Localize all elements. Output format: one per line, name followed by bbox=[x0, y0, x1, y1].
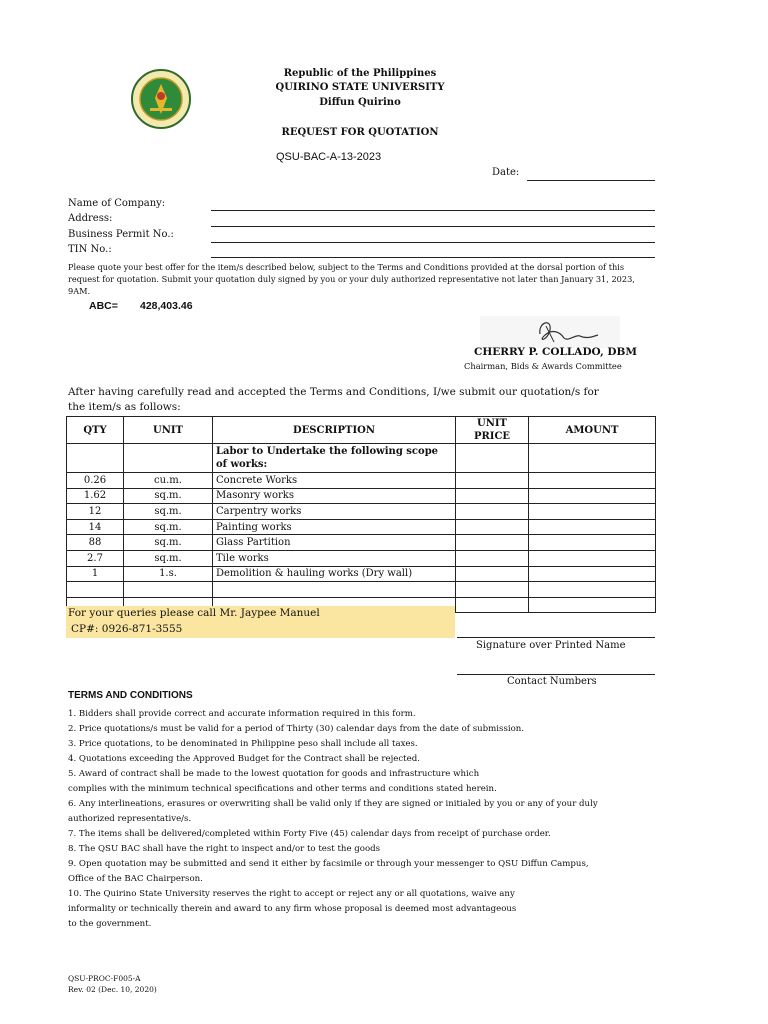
signature-label: Signature over Printed Name bbox=[476, 640, 626, 651]
terms-line: 7. The items shall be delivered/completed within Forty Five (45) calendar days from receipt of purchase order. bbox=[68, 829, 551, 839]
cell-description: Glass Partition bbox=[213, 535, 456, 551]
cell-qty[interactable] bbox=[67, 582, 124, 598]
scope-of-works: Labor to Undertake the following scope of works: bbox=[213, 444, 456, 473]
tin-label: TIN No.: bbox=[68, 244, 112, 255]
cell-amount[interactable] bbox=[529, 444, 656, 473]
date-field[interactable] bbox=[527, 180, 655, 181]
address-field[interactable] bbox=[211, 226, 655, 227]
company-field[interactable] bbox=[211, 210, 655, 211]
terms-line: 5. Award of contract shall be made to the lowest quotation for goods and infrastructure which bbox=[68, 769, 480, 779]
form-revision: Rev. 02 (Dec. 10, 2020) bbox=[68, 985, 157, 994]
terms-line: 1. Bidders shall provide correct and accurate information required in this form. bbox=[68, 709, 416, 719]
terms-line: 9. Open quotation may be submitted and send it either by facsimile or through your messenger to QSU Diffun Campus, bbox=[68, 859, 589, 869]
cell-unit-price[interactable] bbox=[456, 473, 529, 489]
col-header-description: DESCRIPTION bbox=[213, 417, 456, 444]
cell-unit-price[interactable] bbox=[456, 488, 529, 504]
date-label: Date: bbox=[492, 167, 520, 178]
cell-unit[interactable] bbox=[124, 582, 213, 598]
cell-amount[interactable] bbox=[529, 550, 656, 566]
cell-qty: 14 bbox=[67, 519, 124, 535]
signatory-name: CHERRY P. COLLADO, DBM bbox=[474, 346, 637, 358]
cell-amount[interactable] bbox=[529, 582, 656, 598]
unit-price-line-2: PRICE bbox=[473, 431, 511, 442]
cell-description: Demolition & hauling works (Dry wall) bbox=[213, 566, 456, 582]
terms-line: 4. Quotations exceeding the Approved Budget for the Contract shall be rejected. bbox=[68, 754, 420, 764]
cell-unit: 1.s. bbox=[124, 566, 213, 582]
form-code: QSU-PROC-F005-A bbox=[68, 974, 141, 983]
table-row bbox=[67, 488, 656, 504]
quotation-table bbox=[66, 416, 656, 613]
permit-label: Business Permit No.: bbox=[68, 229, 174, 240]
cell-unit: sq.m. bbox=[124, 535, 213, 551]
cell-qty: 12 bbox=[67, 504, 124, 520]
cell-unit-price[interactable] bbox=[456, 582, 529, 598]
cell-qty[interactable] bbox=[67, 444, 124, 473]
cell-qty: 1 bbox=[67, 566, 124, 582]
cell-unit: sq.m. bbox=[124, 488, 213, 504]
signature-line[interactable] bbox=[457, 637, 655, 638]
table-row bbox=[67, 535, 656, 551]
cell-unit-price[interactable] bbox=[456, 519, 529, 535]
contact-line[interactable] bbox=[457, 674, 655, 675]
cell-unit: sq.m. bbox=[124, 504, 213, 520]
col-header-unit-price bbox=[456, 417, 529, 444]
table-row bbox=[67, 519, 656, 535]
cell-unit[interactable] bbox=[124, 444, 213, 473]
cell-amount[interactable] bbox=[529, 566, 656, 582]
instructions-paragraph: Please quote your best offer for the item/s described below, subject to the Terms and Conditions provided at the dorsal portion of this request for quotation. Submit your quotation duly signed by you or your duly authorized representative not later than January 31, 2023, 9AM. bbox=[68, 262, 635, 296]
cell-description: Masonry works bbox=[213, 488, 456, 504]
terms-line: 8. The QSU BAC shall have the right to inspect and/or to test the goods bbox=[68, 844, 381, 854]
address-label: Address: bbox=[68, 213, 113, 224]
signatory-title: Chairman, Bids & Awards Committee bbox=[464, 361, 622, 371]
cell-description: Painting works bbox=[213, 519, 456, 535]
terms-line: to the government. bbox=[68, 919, 152, 929]
company-label: Name of Company: bbox=[68, 198, 166, 209]
cell-qty: 1.62 bbox=[67, 488, 124, 504]
university-seal-logo bbox=[130, 68, 192, 130]
permit-field[interactable] bbox=[211, 242, 655, 243]
table-row-blank bbox=[67, 582, 656, 598]
location-heading: Diffun Quirino bbox=[319, 97, 401, 108]
cell-description: Carpentry works bbox=[213, 504, 456, 520]
unit-price-line-1: UNIT bbox=[477, 418, 507, 429]
contact-label: Contact Numbers bbox=[507, 676, 597, 687]
queries-line-2: CP#: 0926-871-3555 bbox=[71, 623, 183, 635]
cell-amount[interactable] bbox=[529, 504, 656, 520]
cell-amount[interactable] bbox=[529, 488, 656, 504]
terms-line: 2. Price quotations/s must be valid for a period of Thirty (30) calendar days from the date of submission. bbox=[68, 724, 525, 734]
university-heading: QUIRINO STATE UNIVERSITY bbox=[275, 82, 445, 93]
cell-amount[interactable] bbox=[529, 535, 656, 551]
tin-field[interactable] bbox=[211, 257, 655, 258]
form-title: REQUEST FOR QUOTATION bbox=[281, 127, 439, 138]
cell-unit: sq.m. bbox=[124, 519, 213, 535]
col-header-unit: UNIT bbox=[124, 417, 213, 444]
cell-unit: cu.m. bbox=[124, 473, 213, 489]
terms-line: 10. The Quirino State University reserves the right to accept or reject any or all quotations, waive any bbox=[68, 889, 515, 899]
cell-amount[interactable] bbox=[529, 597, 656, 613]
cell-amount[interactable] bbox=[529, 519, 656, 535]
terms-list bbox=[68, 707, 668, 932]
cell-unit-price[interactable] bbox=[456, 550, 529, 566]
table-row bbox=[67, 504, 656, 520]
terms-line: 3. Price quotations, to be denominated in Philippine peso shall include all taxes. bbox=[68, 739, 418, 749]
cell-unit-price[interactable] bbox=[456, 535, 529, 551]
intro-line-2: the item/s as follows: bbox=[68, 401, 181, 413]
table-row bbox=[67, 550, 656, 566]
abc-label: ABC= bbox=[89, 300, 118, 312]
cell-amount[interactable] bbox=[529, 473, 656, 489]
terms-line: Office of the BAC Chairperson. bbox=[68, 874, 203, 884]
cell-unit-price[interactable] bbox=[456, 444, 529, 473]
cell-unit-price[interactable] bbox=[456, 504, 529, 520]
cell-unit-price[interactable] bbox=[456, 597, 529, 613]
terms-line: complies with the minimum technical specifications and other terms and conditions stated herein. bbox=[68, 784, 497, 794]
table-row bbox=[67, 473, 656, 489]
col-header-amount: AMOUNT bbox=[529, 417, 656, 444]
cell-description: Concrete Works bbox=[213, 473, 456, 489]
cell-qty: 88 bbox=[67, 535, 124, 551]
country-heading: Republic of the Philippines bbox=[283, 68, 437, 79]
cell-unit: sq.m. bbox=[124, 550, 213, 566]
terms-line: informality or technically therein and award to any firm whose proposal is deemed most advantageous bbox=[68, 904, 517, 914]
terms-line: 6. Any interlineations, erasures or overwriting shall be valid only if they are signed or initialed by you or any of your duly bbox=[68, 799, 598, 809]
queries-line-1: For your queries please call Mr. Jaypee Manuel bbox=[68, 607, 320, 619]
reference-number: QSU-BAC-A-13-2023 bbox=[276, 151, 382, 163]
cell-qty: 0.26 bbox=[67, 473, 124, 489]
abc-value: 428,403.46 bbox=[140, 300, 193, 312]
cell-unit-price[interactable] bbox=[456, 566, 529, 582]
queries-box bbox=[66, 606, 455, 638]
intro-line-1: After having carefully read and accepted the Terms and Conditions, I/we submit our quotation/s for bbox=[68, 386, 599, 398]
cell-description: Tile works bbox=[213, 550, 456, 566]
cell-description[interactable] bbox=[213, 582, 456, 598]
terms-title: TERMS AND CONDITIONS bbox=[68, 690, 193, 701]
table-row-scope bbox=[67, 444, 656, 473]
cell-qty: 2.7 bbox=[67, 550, 124, 566]
terms-line: authorized representative/s. bbox=[68, 814, 192, 824]
table-header-row bbox=[67, 417, 656, 444]
table-row bbox=[67, 566, 656, 582]
col-header-qty: QTY bbox=[67, 417, 124, 444]
